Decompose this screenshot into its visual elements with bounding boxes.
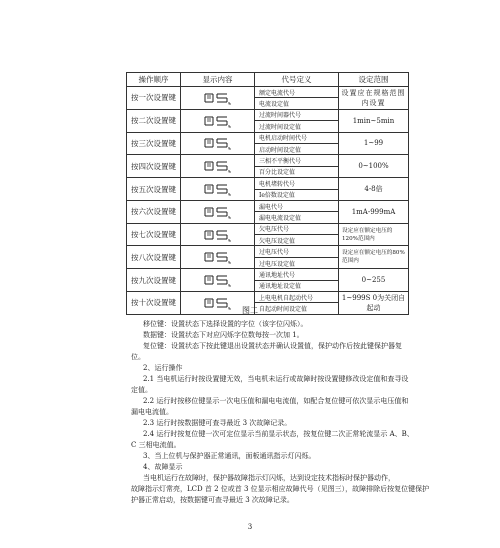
header-display: 显示内容 — [181, 73, 255, 87]
display-content — [181, 155, 255, 178]
code-name: 电机启动时间代号 — [255, 132, 339, 143]
code-value-name: 漏电电流设定值 — [255, 212, 339, 223]
heading-run-operation: 2、运行操作 — [143, 364, 183, 372]
code-name: 电机堵转代号 — [255, 178, 339, 189]
code-name: 通讯地址代号 — [255, 269, 339, 280]
code-name: 欠电压代号 — [255, 223, 339, 234]
table-row — [127, 178, 409, 189]
operation-step: 按四次设置键 — [127, 155, 181, 178]
figure-caption: 图二 — [242, 306, 258, 315]
display-content — [181, 246, 255, 269]
lcd-display-icon — [203, 273, 233, 287]
code-value-name: 百分比设定值 — [255, 166, 339, 177]
paragraph-2-3: 2.3 运行时按数据键可查寻最近 3 次故障记录。 — [143, 419, 292, 427]
display-content — [181, 269, 255, 292]
code-value-name: 启动时间设定值 — [255, 143, 339, 154]
operation-step: 按八次设置键 — [127, 246, 181, 269]
setting-range: 设定应在额定电压的80%范围内 — [339, 246, 409, 269]
operation-step: 按六次设置键 — [127, 200, 181, 223]
operation-step: 按二次设置键 — [127, 109, 181, 132]
paragraph-4: 当电机运行在故障时，保护器故障指示灯闪烁，达到设定技术指标时保护器动作， — [143, 474, 395, 482]
table-row — [127, 246, 409, 257]
display-content — [181, 132, 255, 155]
code-value-name: 电流设定值 — [255, 98, 339, 109]
setting-range: 设定应在额定电压的120%范围内 — [339, 223, 409, 246]
setting-range: 0~100% — [339, 155, 409, 178]
operation-step: 按十次设置键 — [127, 292, 181, 315]
operation-step: 按三次设置键 — [127, 132, 181, 155]
setting-range: 1min~5min — [339, 109, 409, 132]
code-name: 漏电代号 — [255, 200, 339, 211]
setting-range: 1~999S 0为关闭自起动 — [339, 292, 409, 315]
display-content — [181, 87, 255, 110]
code-value-name: Ie倍数设定值 — [255, 189, 339, 200]
lcd-display-icon — [203, 228, 233, 242]
setting-range: 1~99 — [339, 132, 409, 155]
table-row — [127, 223, 409, 234]
display-content — [181, 109, 255, 132]
paragraph-2-4-cont: C 三相电流值。 — [131, 441, 181, 449]
operation-step: 按七次设置键 — [127, 223, 181, 246]
header-setting-range: 设定范围 — [339, 73, 409, 87]
setting-range: 设置应在规格范围内设置 — [339, 87, 409, 110]
paragraph-2-2: 2.2 运行时按移位键显示一次电压值和漏电电流值，如配合复位键可依次显示电压值和 — [143, 397, 409, 405]
table-row — [127, 292, 409, 303]
lcd-display-icon — [203, 159, 233, 173]
table-row — [127, 269, 409, 280]
header-code-definition: 代号定义 — [255, 73, 339, 87]
lcd-display-icon — [203, 91, 233, 105]
display-content — [181, 223, 255, 246]
paragraph-data-key: 数据键：设置状态下对应闪烁字位数每按一次加 1。 — [143, 331, 304, 339]
operation-step: 按五次设置键 — [127, 178, 181, 201]
table-row — [127, 200, 409, 211]
header-operation: 操作顺序 — [127, 73, 181, 87]
operation-step: 按九次设置键 — [127, 269, 181, 292]
paragraph-2-4: 2.4 运行时按复位键一次可定位显示当前显示状态，按复位键二次正常轮流显示 A、B、 — [143, 430, 414, 438]
lcd-display-icon — [203, 250, 233, 264]
lcd-display-icon — [203, 136, 233, 150]
display-content — [181, 178, 255, 201]
table-row — [127, 109, 409, 120]
code-value-name: 过流时间设定值 — [255, 121, 339, 132]
table-header-row — [127, 73, 409, 87]
code-value-name: 自起动时间设定值 — [255, 303, 339, 314]
page-number: 3 — [247, 523, 253, 531]
paragraph-shift-key: 移位键：设置状态下选择设置的字位（该字位闪烁）。 — [143, 320, 308, 328]
setting-range: 0~255 — [339, 269, 409, 292]
lcd-display-icon — [203, 182, 233, 196]
settings-table — [126, 72, 409, 315]
table-row — [127, 155, 409, 166]
code-name: 三相不平衡代号 — [255, 155, 339, 166]
paragraph-2-2-cont: 漏电电流值。 — [131, 408, 173, 416]
paragraph-4-cont: 故障指示灯常亮，LCD 首 2 位或首 3 位显示相应故障代号（见图三），故障排除后按复位键保护 — [131, 485, 430, 493]
display-content — [181, 200, 255, 223]
code-name: 上电电机自起动代号 — [255, 292, 339, 303]
code-value-name: 欠电压设定值 — [255, 235, 339, 246]
table-row — [127, 132, 409, 143]
paragraph-3: 3、当上位机与保护器正常通讯，面板通讯指示灯闪烁。 — [143, 452, 316, 460]
setting-range: 4-8倍 — [339, 178, 409, 201]
paragraph-reset-key-cont: 位。 — [131, 353, 145, 361]
setting-range: 1mA-999mA — [339, 200, 409, 223]
code-name: 额定电流代号 — [255, 87, 339, 98]
paragraph-4-end: 护器正常启动，按数据键可查寻最近 3 次故障记录。 — [131, 496, 294, 504]
code-value-name: 过电压设定值 — [255, 257, 339, 268]
paragraph-2-1-cont: 定值。 — [131, 386, 152, 394]
heading-fault-display: 4、故障显示 — [143, 463, 183, 471]
lcd-display-icon — [203, 114, 233, 128]
table-row — [127, 87, 409, 98]
paragraph-2-1: 2.1 当电机运行时按设置键无效，当电机未运行或故障时按设置键修改设定值和查寻设 — [143, 375, 409, 383]
code-value-name: 通讯地址设定值 — [255, 280, 339, 291]
paragraph-reset-key: 复位键：设置状态下按此键退出设置状态并确认设置值，保护动作后按此键保护器复 — [143, 342, 402, 350]
operation-step: 按一次设置键 — [127, 87, 181, 110]
code-name: 过电压代号 — [255, 246, 339, 257]
code-name: 过流时间器代号 — [255, 109, 339, 120]
lcd-display-icon — [203, 205, 233, 219]
